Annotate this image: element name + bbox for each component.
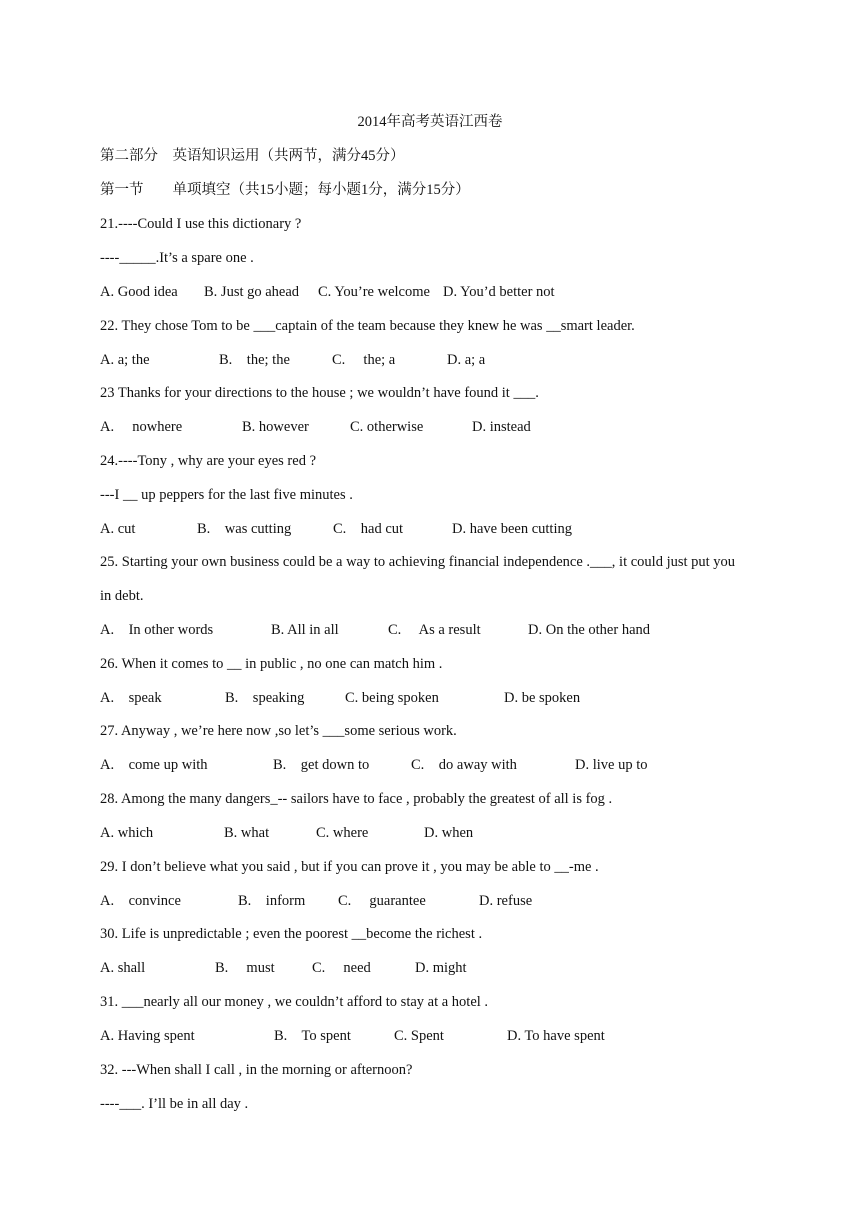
question-22-option-b: B. the; the — [219, 352, 290, 368]
question-22-stem: 22. They chose Tom to be ___captain of the team because they knew he was __smart leader. — [100, 318, 635, 334]
question-21-stem: 21.----Could I use this dictionary ? — [100, 216, 302, 232]
section-heading: 第一节 单项填空（共15小题；每小题1分，满分15分） — [100, 182, 470, 198]
question-27-option-d: D. live up to — [575, 757, 648, 773]
question-24-option-c: C. had cut — [333, 521, 404, 537]
question-32-reply: ----___. I’ll be in all day . — [100, 1096, 249, 1112]
question-29-option-a: A. convince — [100, 893, 181, 909]
question-28-option-d: D. when — [424, 825, 474, 841]
question-30-option-d: D. might — [415, 960, 467, 976]
question-22-option-d: D. a; a — [447, 352, 486, 368]
question-29-option-c: C. guarantee — [338, 893, 426, 909]
question-25-stem: 25. Starting your own business could be a way to achieving financial independence .___, it could just put you — [100, 554, 736, 570]
question-24-reply: ---I __ up peppers for the last five minutes . — [100, 487, 353, 503]
question-30-option-a: A. shall — [100, 960, 146, 976]
question-23-option-d: D. instead — [472, 419, 531, 435]
question-29-option-b: B. inform — [238, 893, 306, 909]
question-32-stem: 32. ---When shall I call , in the morning or afternoon? — [100, 1062, 413, 1078]
question-26-option-b: B. speaking — [225, 690, 305, 706]
question-27-option-c: C. do away with — [411, 757, 517, 773]
question-29-stem: 29. I don’t believe what you said , but if you can prove it , you may be able to __-me . — [100, 859, 599, 875]
question-30-option-c: C. need — [312, 960, 371, 976]
question-27-stem: 27. Anyway , we’re here now ,so let’s ___some serious work. — [100, 723, 457, 739]
question-30-option-b: B. must — [215, 960, 275, 976]
question-23-option-a: A. nowhere — [100, 419, 183, 435]
question-31-stem: 31. ___nearly all our money , we couldn’t afford to stay at a hotel . — [100, 994, 489, 1010]
question-29-option-d: D. refuse — [479, 893, 533, 909]
exam-title: 2014年高考英语江西卷 — [357, 114, 503, 130]
question-26-option-d: D. be spoken — [504, 690, 581, 706]
question-26-option-a: A. speak — [100, 690, 162, 706]
question-27-option-b: B. get down to — [273, 757, 370, 773]
question-21-option-d: D. You’d better not — [443, 284, 555, 300]
question-25-option-a: A. In other words — [100, 622, 214, 638]
question-28-option-c: C. where — [316, 825, 369, 841]
question-23-stem: 23 Thanks for your directions to the house ; we wouldn’t have found it ___. — [100, 385, 539, 401]
question-30-stem: 30. Life is unpredictable ; even the poorest __become the richest . — [100, 926, 483, 942]
question-24-option-b: B. was cutting — [197, 521, 292, 537]
question-24-stem: 24.----Tony , why are your eyes red ? — [100, 453, 316, 469]
question-23-option-b: B. however — [242, 419, 309, 435]
question-31-option-b: B. To spent — [274, 1028, 351, 1044]
part-heading: 第二部分 英语知识运用（共两节，满分45分） — [100, 148, 405, 164]
question-23-option-c: C. otherwise — [350, 419, 424, 435]
question-22-option-a: A. a; the — [100, 352, 150, 368]
question-28-option-b: B. what — [224, 825, 270, 841]
question-24-option-d: D. have been cutting — [452, 521, 572, 537]
question-25-option-d: D. On the other hand — [528, 622, 651, 638]
question-31-option-a: A. Having spent — [100, 1028, 195, 1044]
question-25-stem-continued: in debt. — [100, 588, 144, 604]
question-28-stem: 28. Among the many dangers_-- sailors have to face , probably the greatest of all is fog . — [100, 791, 613, 807]
question-31-option-c: C. Spent — [394, 1028, 444, 1044]
question-21-option-c: C. You’re welcome — [318, 284, 430, 300]
question-21-option-a: A. Good idea — [100, 284, 178, 300]
question-27-option-a: A. come up with — [100, 757, 208, 773]
question-26-stem: 26. When it comes to __ in public , no one can match him . — [100, 656, 443, 672]
question-21-reply: ----_____.It’s a spare one . — [100, 250, 254, 266]
question-31-option-d: D. To have spent — [507, 1028, 605, 1044]
question-21-option-b: B. Just go ahead — [204, 284, 300, 300]
question-26-option-c: C. being spoken — [345, 690, 439, 706]
question-24-option-a: A. cut — [100, 521, 136, 537]
question-25-option-b: B. All in all — [271, 622, 339, 638]
question-25-option-c: C. As a result — [388, 622, 481, 638]
question-22-option-c: C. the; a — [332, 352, 396, 368]
question-28-option-a: A. which — [100, 825, 154, 841]
